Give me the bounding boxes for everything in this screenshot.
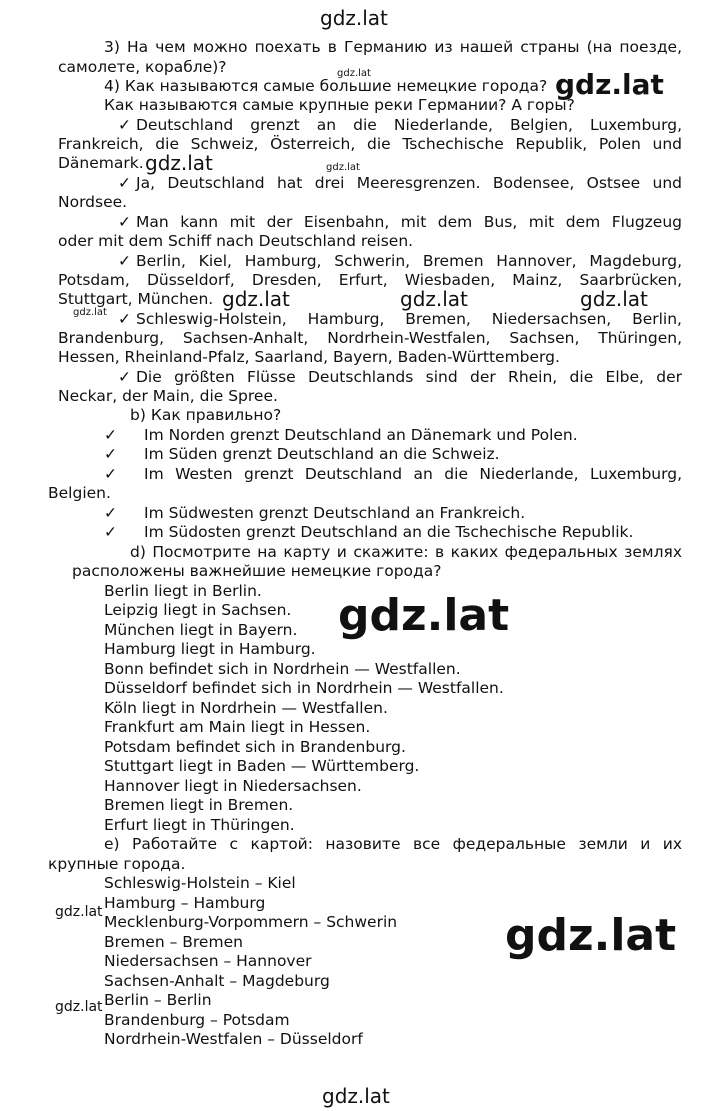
- answer-line: Stuttgart, München.: [58, 290, 214, 308]
- list-item: Schleswig-Holstein – Kiel: [104, 874, 296, 892]
- list-item: Mecklenburg-Vorpommern – Schwerin: [104, 913, 398, 931]
- check-icon: ✓: [118, 368, 131, 386]
- list-item: Bremen – Bremen: [104, 933, 243, 951]
- section-d-title: расположены важнейшие немецкие города?: [72, 562, 442, 580]
- check-icon: ✓: [104, 465, 117, 483]
- watermark: gdz.lat: [505, 910, 677, 961]
- watermark: gdz.lat: [322, 1084, 390, 1108]
- answer-line: ✓ Im Norden grenzt Deutschland an Dänemark und Polen.: [104, 426, 578, 444]
- watermark: gdz.lat: [55, 999, 103, 1015]
- list-item: Nordrhein-Westfalen – Düsseldorf: [104, 1030, 363, 1048]
- answer-line: ✓ Im Südwesten grenzt Deutschland an Frankreich.: [104, 504, 526, 522]
- question-4-line: Как называются самые крупные реки Германии? А горы?: [104, 96, 575, 114]
- answer-line: ✓ Man kann mit der Eisenbahn, mit dem Bus, mit dem Flugzeug: [118, 213, 682, 231]
- answer-line: Brandenburg, Sachsen-Anhalt, Nordrhein-Westfalen, Sachsen, Thüringen,: [58, 329, 682, 347]
- watermark: gdz.lat: [222, 287, 290, 311]
- list-item: Erfurt liegt in Thüringen.: [104, 816, 295, 834]
- answer-line: Hessen, Rheinland-Pfalz, Saarland, Bayern, Baden-Württemberg.: [58, 348, 560, 366]
- list-item: Düsseldorf befindet sich in Nordrhein — Westfallen.: [104, 679, 504, 697]
- list-item: Hamburg – Hamburg: [104, 894, 266, 912]
- answer-line: Potsdam, Düsseldorf, Dresden, Erfurt, Wiesbaden, Mainz, Saarbrücken,: [58, 271, 682, 289]
- answer-line: ✓ Ja, Deutschland hat drei Meeresgrenzen. Bodensee, Ostsee und: [118, 174, 682, 192]
- answer-line: Neckar, der Main, die Spree.: [58, 387, 278, 405]
- watermark: gdz.lat: [145, 151, 213, 175]
- answer-line: ✓ Schleswig-Holstein, Hamburg, Bremen, Niedersachsen, Berlin,: [118, 310, 682, 328]
- section-b-title: b) Как правильно?: [130, 406, 282, 424]
- list-item: Hannover liegt in Niedersachsen.: [104, 777, 362, 795]
- answer-line: ✓ Berlin, Kiel, Hamburg, Schwerin, Bremen Hannover, Magdeburg,: [118, 252, 682, 270]
- answer-line: ✓ Die größten Flüsse Deutschlands sind der Rhein, die Elbe, der: [118, 368, 682, 386]
- check-icon: ✓: [118, 310, 131, 328]
- answer-line: ✓ Im Südosten grenzt Deutschland an die Tschechische Republik.: [104, 523, 634, 541]
- watermark: gdz.lat: [73, 307, 107, 318]
- watermark: gdz.lat: [326, 162, 360, 173]
- list-item: Bonn befindet sich in Nordrhein — Westfallen.: [104, 660, 461, 678]
- list-item: Sachsen-Anhalt – Magdeburg: [104, 972, 330, 990]
- list-item: Berlin liegt in Berlin.: [104, 582, 262, 600]
- watermark: gdz.lat: [55, 904, 103, 920]
- answer-line: Frankreich, die Schweiz, Österreich, die Tschechische Republik, Polen und: [58, 135, 682, 153]
- list-item: Bremen liegt in Bremen.: [104, 796, 294, 814]
- list-item: Hamburg liegt in Hamburg.: [104, 640, 316, 658]
- check-icon: ✓: [104, 426, 117, 444]
- watermark: gdz.lat: [400, 287, 468, 311]
- list-item: Leipzig liegt in Sachsen.: [104, 601, 292, 619]
- section-d-title: d) Посмотрите на карту и скажите: в каких федеральных землях: [130, 543, 682, 561]
- answer-line: Dänemark.: [58, 154, 144, 172]
- answer-line: Belgien.: [48, 484, 111, 502]
- question-4-line: 4) Как называются самые большие немецкие города?: [104, 77, 548, 95]
- check-icon: ✓: [118, 174, 131, 192]
- list-item: Frankfurt am Main liegt in Hessen.: [104, 718, 371, 736]
- check-icon: ✓: [118, 213, 131, 231]
- check-icon: ✓: [104, 504, 117, 522]
- watermark: gdz.lat: [555, 68, 664, 101]
- list-item: Köln liegt in Nordrhein — Westfallen.: [104, 699, 388, 717]
- check-icon: ✓: [118, 252, 131, 270]
- section-e-title: крупные города.: [48, 855, 186, 873]
- list-item: Stuttgart liegt in Baden — Württemberg.: [104, 757, 420, 775]
- list-item: Brandenburg – Potsdam: [104, 1011, 290, 1029]
- answer-line: ✓ Im Süden grenzt Deutschland an die Schweiz.: [104, 445, 500, 463]
- question-3-line: 3) На чем можно поехать в Германию из нашей страны (на поезде,: [104, 38, 682, 56]
- list-item: Niedersachsen – Hannover: [104, 952, 312, 970]
- question-3-line: самолете, корабле)?: [58, 58, 227, 76]
- list-item: München liegt in Bayern.: [104, 621, 298, 639]
- answer-line: ✓ Deutschland grenzt an die Niederlande, Belgien, Luxemburg,: [118, 116, 682, 134]
- answer-line: ✓ Im Westen grenzt Deutschland an die Niederlande, Luxemburg,: [104, 465, 682, 483]
- list-item: Berlin – Berlin: [104, 991, 212, 1009]
- watermark: gdz.lat: [338, 590, 510, 641]
- check-icon: ✓: [104, 523, 117, 541]
- watermark: gdz.lat: [337, 68, 371, 79]
- check-icon: ✓: [118, 116, 131, 134]
- answer-line: oder mit dem Schiff nach Deutschland reisen.: [58, 232, 414, 250]
- answer-line: Nordsee.: [58, 193, 128, 211]
- section-e-title: e) Работайте с картой: назовите все федеральные земли и их: [104, 835, 682, 853]
- watermark: gdz.lat: [320, 6, 388, 30]
- list-item: Potsdam befindet sich in Brandenburg.: [104, 738, 406, 756]
- watermark: gdz.lat: [580, 287, 648, 311]
- check-icon: ✓: [104, 445, 117, 463]
